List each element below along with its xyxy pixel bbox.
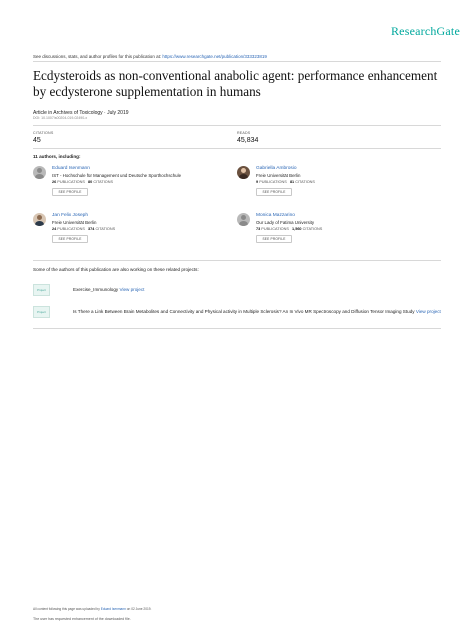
avatar-icon[interactable] [33,166,46,179]
citations-label: CITATIONS [33,131,54,135]
publication-title: Ecdysteroids as non-conventional anabolic agent: performance enhancement by ecdysterone supplementation in humans [33,68,438,99]
author-card [33,213,233,257]
divider [33,328,441,329]
researchgate-logo[interactable]: ResearchGate [390,24,460,38]
see-profile-button[interactable]: SEE PROFILE [52,235,88,243]
publications-count: 26 [52,180,57,184]
author-name[interactable]: Gabriella Ambrosio [256,166,297,171]
upload-note [33,607,151,611]
see-profile-button[interactable]: SEE PROFILE [52,188,88,196]
enhancement-note: The user has requested enhancement of the downloaded file. [33,617,131,621]
citations-count: 1,560 [292,227,302,231]
author-stats [256,227,322,231]
author-institution: IST - Hochschule für Management und Deutsche Sporthochschule [52,173,182,178]
project-thumb-label: Project [37,310,46,314]
project-thumb-label: Project [37,288,46,292]
citations-count: 374 [88,227,95,231]
publications-label: PUBLICATIONS [57,180,85,184]
project-text [73,308,443,316]
divider [33,260,441,261]
reads-value: 45,834 [237,137,259,144]
authors-heading: 11 authors, including: [33,154,81,159]
project-title: Is There a Link Between Brain Metabolites and Connectivity and Physical activity in Multiple Sclerosis? An In Vivo MR Spectroscopy and Diffusion Tensor Imaging Study [73,309,416,314]
publications-count: 24 [52,227,57,231]
citations-label: CITATIONS [302,227,323,231]
author-card [237,166,437,210]
publications-label: PUBLICATIONS [57,227,85,231]
project-thumbnail[interactable] [33,306,50,318]
avatar-icon[interactable] [237,166,250,179]
project-item [33,284,443,300]
article-meta: Article in Archives of Toxicology · July 2019 [33,110,129,116]
author-card [237,213,437,257]
author-name[interactable]: Jan Felix Joseph [52,213,88,218]
avatar-icon[interactable] [237,213,250,226]
author-institution: Our Lady of Fatima University [256,220,315,225]
author-institution: Freie Universität Berlin [52,220,97,225]
brand-header [0,0,474,40]
see-profile-button[interactable]: SEE PROFILE [256,235,292,243]
doi[interactable]: DOI: 10.1007/s00204-019-02490-x [33,116,88,120]
publications-label: PUBLICATIONS [259,180,287,184]
author-stats [52,227,115,231]
divider [33,61,441,62]
citations-label: CITATIONS [95,227,116,231]
citations-value: 45 [33,137,41,144]
author-name[interactable]: Monica Mazzarino [256,213,295,218]
avatar-icon[interactable] [33,213,46,226]
upload-note-prefix: All content following this page was uploaded by [33,607,101,611]
discussion-line [33,54,267,59]
reads-label: READS [237,131,251,135]
author-stats [52,180,113,184]
view-project-link[interactable]: View project [119,287,145,292]
see-profile-button[interactable]: SEE PROFILE [256,188,292,196]
citations-label: CITATIONS [93,180,114,184]
project-item [33,306,443,322]
author-name[interactable]: Eduard Isenmann [52,166,90,171]
project-text [73,286,443,294]
publications-label: PUBLICATIONS [261,227,289,231]
citations-count: 80 [88,180,93,184]
divider [33,125,441,126]
upload-note-suffix: on 02 June 2019. [125,607,152,611]
author-institution: Freie Universität Berlin [256,173,301,178]
related-projects-heading: Some of the authors of this publication are also working on these related projects: [33,267,199,272]
divider [33,148,441,149]
publications-count: 73 [256,227,261,231]
publications-count: 9 [256,180,259,184]
uploader-link[interactable]: Eduard Isenmann [100,607,126,611]
author-stats [256,180,315,184]
project-thumbnail[interactable] [33,284,50,296]
author-card [33,166,233,210]
view-project-link[interactable]: View project [415,309,441,314]
citations-label: CITATIONS [295,180,315,184]
project-title: Exercise_Immunology [73,287,120,292]
discussion-prefix: See discussions, stats, and author profiles for this publication at: [33,54,163,59]
publication-link[interactable]: https://www.researchgate.net/publication/333323819 [162,54,267,59]
citations-count: 81 [289,180,295,184]
